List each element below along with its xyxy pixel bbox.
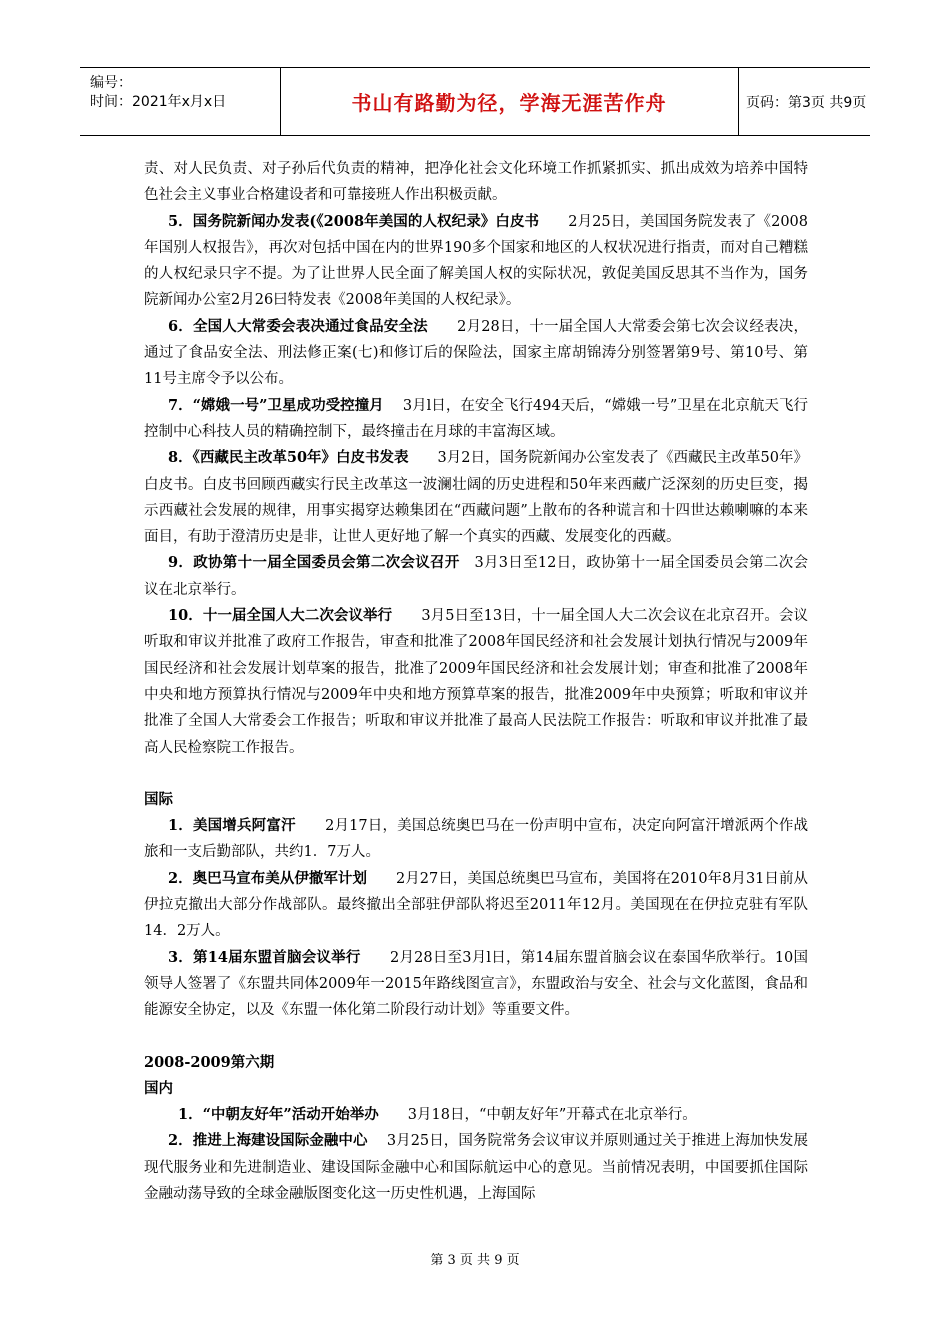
news-item-title: 1．美国增兵阿富汗 <box>168 817 296 835</box>
news-item-text: 2月25日，美国国务院发表了《2008年国别人权报告》，再次对包括中国在内的世界190多个国家和地区的人权状况进行指责，而对自己糟糕的人权纪录只字不提。为了让世界人民全面了解美国人权的实际状况，敦促美国反思其不当作为，国务院新闻办公室2月26曰特发表《2008年美国的人权纪录》。 <box>144 213 808 309</box>
news-item <box>144 393 808 446</box>
news-item-text: 2月28日，十一届全国人大常委会第七次会议经表决，通过了食品安全法、刑法修正案(七)和修订后的保险法，国家主席胡锦涛分别签署第9号、第10号、第11号主席令予以公布。 <box>144 318 808 388</box>
header-left-cell <box>80 68 281 135</box>
header-page-cell <box>738 68 870 135</box>
news-item <box>144 1102 808 1128</box>
document-body <box>144 156 808 1207</box>
news-item-text: 2月17日，美国总统奥巴马在一份声明中宣布，决定向阿富汗增派两个作战旅和一支后勤部队，共约1．7万人。 <box>144 818 808 861</box>
news-item-title: 7．“嫦娥一号”卫星成功受控撞月 <box>168 396 384 414</box>
news-item-text: 3月2日，国务院新闻办公室发表了《西藏民主改革50年》白皮书。白皮书回顾西藏实行民主改革这一波澜壮阔的历史进程和50年来西藏广泛深刻的历史巨变，揭示西藏社会发展的规律，用事实揭穿达赖集团在“西藏问题”上散布的各种谎言和十四世达赖喇嘛的本来面目，有助于澄清历史是非，让世人更好地了解一个真实的西藏、发展变化的西藏。 <box>144 450 808 546</box>
section-heading-domestic: 国内 <box>144 1079 173 1097</box>
document-number-label: 编号： <box>90 75 132 91</box>
news-item-title: 10．十一届全国人大二次会议举行 <box>168 607 393 625</box>
news-item-title: 3．第14届东盟首脑会议举行 <box>168 948 361 966</box>
news-item-text: 3月5日至13日，十一届全国人大二次会议在北京召开。会议听取和审议并批准了政府工作报告，审查和批准了2008年国民经济和社会发展计划执行情况与2009年国民经济和社会发展计划草案的报告，批准了2009年国民经济和社会发展计划；审查和批准了2008年中央和地方预算执行情况与2009年中央和地方预算草案的报告，批准2009年中央预算；听取和审议并批准了全国人大常委会工作报告；听取和审议并批准了最高人民法院工作报告：听取和审议并批准了最高人民检察院工作报告。 <box>144 608 808 756</box>
news-item <box>144 1128 808 1207</box>
header-motto-cell <box>280 68 739 135</box>
news-item-title: 6．全国人大常委会表决通过食品安全法 <box>168 317 428 335</box>
news-item-text: 2月27日，美国总统奥巴马宣布，美国将在2010年8月31日前从伊拉克撤出大部分作战部队。最终撤出全部驻伊部队将迟至2011年12月。美国现在在伊拉克驻有军队14．2万人。 <box>144 870 808 940</box>
news-item-text: 3月25日，国务院常务会议审议并原则通过关于推进上海加快发展现代服务业和先进制造业、建设国际金融中心和国际航运中心的意见。当前情况表明，中国要抓住国际金融动荡导致的全球金融版图变化这一历史性机遇，上海国际 <box>144 1133 808 1202</box>
news-item <box>144 813 808 866</box>
section-heading-issue: 2008-2009第六期 <box>144 1053 275 1071</box>
news-item <box>144 209 808 314</box>
spacer <box>144 1024 808 1050</box>
section-heading-international: 国际 <box>144 790 173 808</box>
news-item-text: 3月18日，“中朝友好年”开幕式在北京举行。 <box>378 1107 697 1124</box>
news-item-title: 9．政协第十一届全国委员会第二次会议召开 <box>168 554 460 572</box>
news-item-text: 2月28日至3月l日，第14届东盟首脑会议在泰国华欣举行。10国领导人签署了《东盟共同体2009年一2015年路线图宣言》，东盟政治与安全、社会与文化蓝图，食品和能源安全协定，以及《东盟一体化第二阶段行动计划》等重要文件。 <box>144 949 808 1019</box>
header-motto: 书山有路勤为径，学海无涯苦作舟 <box>351 91 667 115</box>
news-item-title: 8．《西藏民主改革50年》白皮书发表 <box>168 449 409 467</box>
spacer <box>144 761 808 787</box>
document-time-label: 时间：2021年x月x日 <box>90 94 227 110</box>
news-item <box>144 445 808 550</box>
news-item-title: 5．国务院新闻办发表(《2008年美国的人权纪录》白皮书 <box>168 212 540 230</box>
header-table <box>80 67 870 136</box>
news-item-title: 2．奥巴马宣布美从伊撤军计划 <box>168 869 367 887</box>
news-item <box>144 550 808 603</box>
news-item-text: 3月l日，在安全飞行494天后，“嫦娥一号”卫星在北京航天飞行控制中心科技人员的精确控制下，最终撞击在月球的丰富海区域。 <box>144 397 808 440</box>
news-item-title: 2．推进上海建设国际金融中心 <box>168 1132 368 1150</box>
news-item <box>144 945 808 1024</box>
paragraph-continued: 责、对人民负责、对子孙后代负责的精神，把净化社会文化环境工作抓紧抓实、抓出成效为培养中国特色社会主义事业合格建设者和可靠接班人作出积极贡献。 <box>144 161 808 204</box>
page-footer: 第 3 页 共 9 页 <box>430 1253 520 1268</box>
news-item <box>144 866 808 945</box>
news-item-title: 1．“中朝友好年”活动开始举办 <box>178 1106 379 1124</box>
news-item <box>144 314 808 393</box>
news-item-text: 3月3日至12日，政协第十一届全国委员会第二次会议在北京举行。 <box>144 555 808 598</box>
header-page-code: 页码：第3页 共9页 <box>746 94 867 111</box>
news-item <box>144 603 808 761</box>
